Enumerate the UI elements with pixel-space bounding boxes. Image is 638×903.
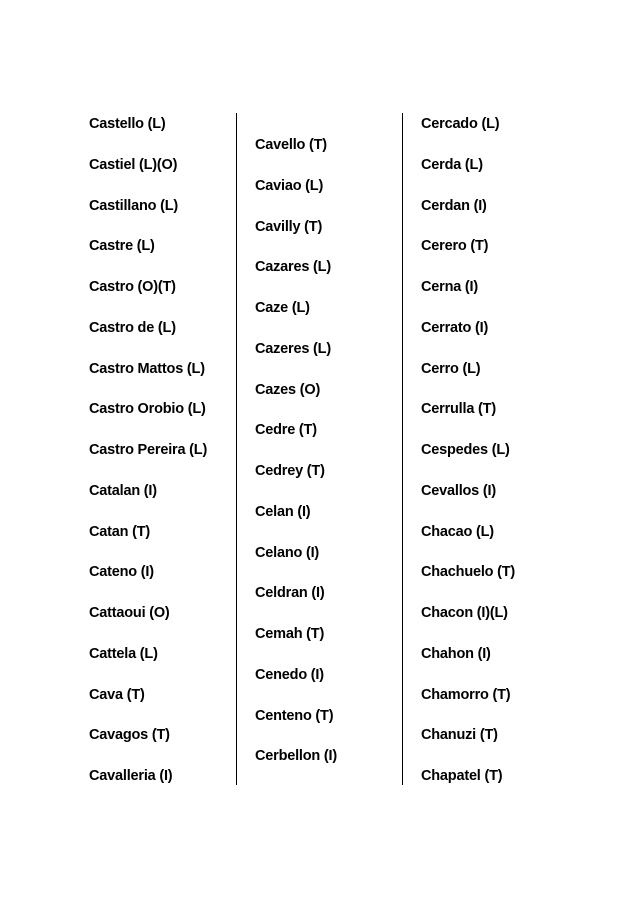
list-item: Celdran (I)	[255, 585, 325, 602]
list-item: Cedre (T)	[255, 422, 317, 439]
list-item: Cerro (L)	[421, 360, 481, 377]
list-item: Cerdan (I)	[421, 197, 487, 214]
list-item: Chahon (I)	[421, 645, 491, 662]
list-item: Caviao (L)	[255, 177, 324, 194]
list-item: Castro Mattos (L)	[89, 360, 205, 377]
list-item: Cerbellon (I)	[255, 748, 337, 765]
list-item: Castro (O)(T)	[89, 279, 176, 295]
list-item: Cazeres (L)	[255, 340, 331, 357]
list-item: Cerna (I)	[421, 279, 479, 295]
list-item: Cespedes (L)	[421, 442, 510, 458]
list-item: Catan (T)	[89, 523, 151, 540]
list-item: Centeno (T)	[255, 707, 334, 724]
list-item: Celano (I)	[255, 544, 320, 561]
list-item: Chacon (I)(L)	[421, 605, 508, 621]
list-item: Castillano (L)	[89, 197, 179, 214]
list-item: Castro Pereira (L)	[89, 442, 208, 458]
list-item: Cedrey (T)	[255, 463, 325, 479]
list-item: Chacao (L)	[421, 523, 494, 540]
list-item: Chanuzi (T)	[421, 727, 498, 744]
list-item: Cercado (L)	[421, 116, 500, 132]
list-item: Cazares (L)	[255, 259, 331, 276]
list-item: Cava (T)	[89, 686, 145, 703]
list-item: Cerero (T)	[421, 238, 489, 255]
list-item: Cavilly (T)	[255, 218, 323, 235]
list-item: Castello (L)	[89, 116, 166, 132]
list-item: Castiel (L)(O)	[89, 156, 178, 173]
column-divider	[236, 113, 237, 785]
list-item: Castro de (L)	[89, 319, 176, 336]
list-item: Cavalleria (I)	[89, 768, 173, 784]
list-item: Chapatel (T)	[421, 768, 503, 784]
list-item: Cazes (O)	[255, 381, 321, 398]
list-item: Cerrulla (T)	[421, 401, 496, 418]
list-item: Cerrato (I)	[421, 319, 489, 336]
list-item: Castro Orobio (L)	[89, 401, 206, 418]
list-item: Cateno (I)	[89, 564, 154, 581]
list-item: Cerda (L)	[421, 156, 483, 173]
list-item: Caze (L)	[255, 300, 310, 316]
list-item: Cemah (T)	[255, 626, 325, 642]
list-item: Castre (L)	[89, 238, 155, 255]
list-item: Cevallos (I)	[421, 482, 496, 499]
list-item: Cenedo (I)	[255, 666, 324, 683]
list-item: Celan (I)	[255, 503, 311, 520]
list-item: Catalan (I)	[89, 482, 157, 499]
list-item: Cattaoui (O)	[89, 605, 170, 621]
list-item: Chachuelo (T)	[421, 564, 516, 581]
list-item: Chamorro (T)	[421, 686, 511, 703]
list-item: Cavagos (T)	[89, 727, 170, 744]
list-item: Cattela (L)	[89, 645, 158, 662]
list-item: Cavello (T)	[255, 137, 327, 153]
column-divider	[402, 113, 403, 785]
